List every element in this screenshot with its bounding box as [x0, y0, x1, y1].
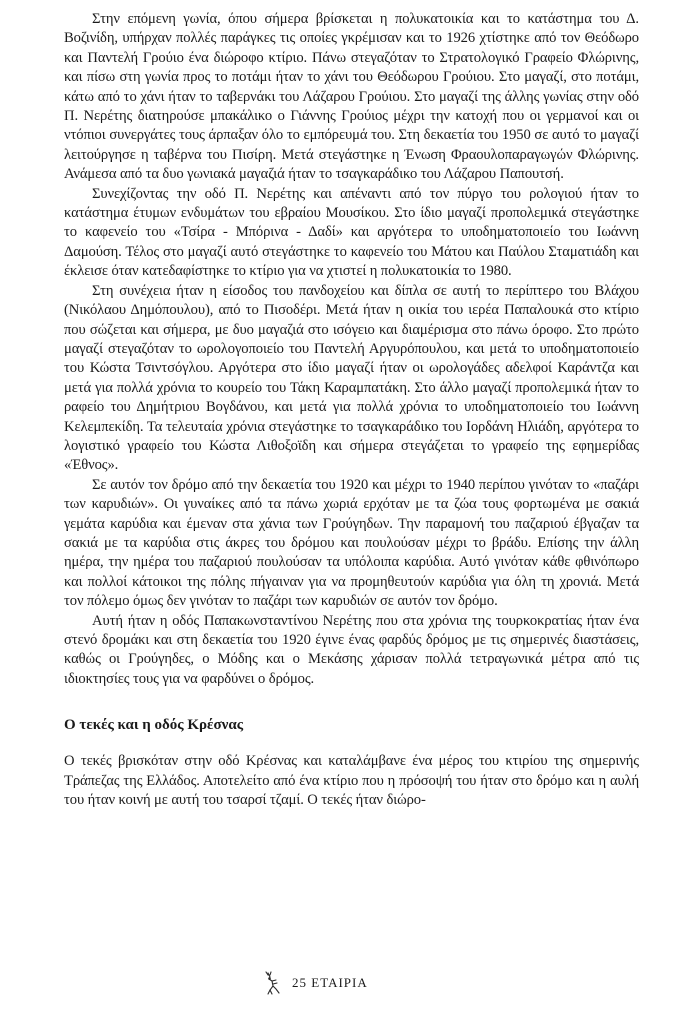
page-number-label: 25 ΕΤΑΙΡΙΑ	[292, 975, 368, 990]
paragraph-neretis-street: Συνεχίζοντας την οδό Π. Νερέτης και απέναντι από τον πύργο του ρολογιού ήταν το κατάστημα έτυμων ενδυμάτων του εβραίου Μουσίκου. Στο ίδιο μαγαζί προπολεμικά στεγάστηκε το καφενείο του «Τσίρα - Μπόρινα - Δαδί» και αργότερα το υποδηματοποιείο του Ιωάννη Δαμούση. Τέλος στο μαγαζί αυτό στεγάστηκε το καφενείο του Μάτου και Παύλου Σταματιάδη και έκλεισε όταν κατεδαφίστηκε το κτίριο για να χτιστεί η πολυκατοικία το 1980.	[64, 185, 639, 280]
paragraph-inn-and-shops: Στη συνέχεια ήταν η είσοδος του πανδοχείου και δίπλα σε αυτή το περίπτερο του Βλάχου (Νικόλαου Δημόπουλου), από το Πισοδέρι. Μετά ήταν η οικία του ιερέα Παπαλουκά στο κτίριο που σώζεται και σήμερα, με δυο μαγαζιά στο ισόγειο και διαμέρισμα στο πάνω όροφο. Στο πρώτο μαγαζί στεγαζόταν το ωρολογοποιείο του Παντελή Αργυρόπουλου, και μετά το υποδηματοποιείο του Κώστα Τσιντσόγλου. Αργότερα στο ίδιο μαγαζί ήταν οι ωρολογάδες αδελφοί Καράντζα και μετά για πολλά χρόνια το κουρείο του Τάκη Καραμπατάκη. Στο άλλο μαγαζί προπολεμικά ήταν το ραφείο του Δημήτριου Βογδάνου, και μετά για πολλά χρόνια το υποδηματοποιείο του Ιωάννη Κελεμπεκίδη. Τα τελευταία χρόνια στεγάστηκε το τσαγκαράδικο του Ιορδάνη Ηλιάδη, αργότερα το λογιστικό γραφείο του Κώστα Λιθοξοϊδη και σήμερα στεγάζεται το γραφείο της εφημερίδας «Έθνος».	[64, 282, 639, 474]
paragraph-corner-building: Στην επόμενη γωνία, όπου σήμερα βρίσκεται η πολυκατοικία και το κατάστημα του Δ. Βοζινίδη, υπήρχαν πολλές παράγκες τις οποίες γκρέμισαν και το 1926 χτίστηκε από τον Θεόδωρο και Παντελή Γρούιο ένα διώροφο κτίριο. Πάνω στεγαζόταν το Στρατολογικό Γραφείο Φλώρινης, και πίσω στη γωνία προς το ποτάμι ήταν το χάνι του Θεόδωρου Γρούιου. Στο μαγαζί, στο ποτάμι, κάτω από το χάνι ήταν το ταβερνάκι του Λάζαρου Γρούιου. Στο μαγαζί της άλλης γωνίας στην οδό Π. Νερέτης διατηρούσε μπακάλικο ο Γιάννης Γρούιος μέχρι την κατοχή που οι γερμανοί και οι ντόπιοι συνεργάτες τους άρπαξαν όλο το εμπόρευμά του. Στη δεκαετία του 1950 σε αυτό το μαγαζί λειτούργησε η ταβέρνα του Πισίρη. Μετά στεγάστηκε η Ένωση Φραουλοπαραγωγών Φλώρινης. Ανάμεσα από τα δυο γωνιακά μαγαζιά ήταν το τσαγκαράδικο του Λάζαρου Παπουτσή.	[64, 11, 639, 183]
paragraph-street-history: Αυτή ήταν η οδός Παπακωνσταντίνου Νερέτης που στα χρόνια της τουρκοκρατίας ήταν ένα στενό δρομάκι και στη δεκαετία του 1920 έγινε ένας φαρδύς δρόμος με τις σημερινές διαστάσεις, καθώς οι Γρούγηδες, ο Μόδης και ο Μεκάσης χάρισαν πολλά τετραγωνικά μέτρα από τις ιδιοκτησίες τους για να φαρδύνει ο δρόμος.	[64, 612, 639, 687]
section-heading: Ο τεκές και η οδός Κρέσνας	[64, 717, 244, 734]
paragraph-tekke: Ο τεκές βρισκόταν στην οδό Κρέσνας και καταλάμβανε ένα μέρος του κτιρίου της σημερινής Τράπεζας της Ελλάδος. Αποτελείτο από ένα κτίριο που η πρόσοψή του ήταν στο δρόμο και η αυλή του ήταν κοινή με αυτή του τσαρσί τζαμί. Ο τεκές ήταν διώρο-	[64, 753, 639, 809]
stag-emblem-icon	[260, 970, 284, 996]
paragraph-walnut-bazaar: Σε αυτόν τον δρόμο από την δεκαετία του 1920 και μέχρι το 1940 περίπου γινόταν το «παζάρι των καρυδιών». Οι γυναίκες από τα πάνω χωριά ερχόταν με τα ζώα τους φορτωμένα με σακιά γεμάτα καρύδια και έμεναν στα χάνια των Γρούγηδων. Την παραμονή του παζαριού έβγαζαν τα σακιά με τα καρύδια στις άκρες του δρόμου και πουλούσαν μέχρι το βράδυ. Επίσης την άλλη ημέρα, την ημέρα του παζαριού πουλούσαν τα υπόλοιπα καρύδια. Αυτό γινόταν κάθε φθινόπωρο και πολλοί κάτοικοι της πόλης πήγαιναν για να προμηθευτούν καρύδια για όλη τη χρονιά. Μετά τον πόλεμο όμως δεν γινόταν το παζάρι των καρυδιών σε αυτόν τον δρόμο.	[64, 476, 639, 610]
document-page	[64, 10, 639, 810]
page-footer	[260, 970, 420, 996]
